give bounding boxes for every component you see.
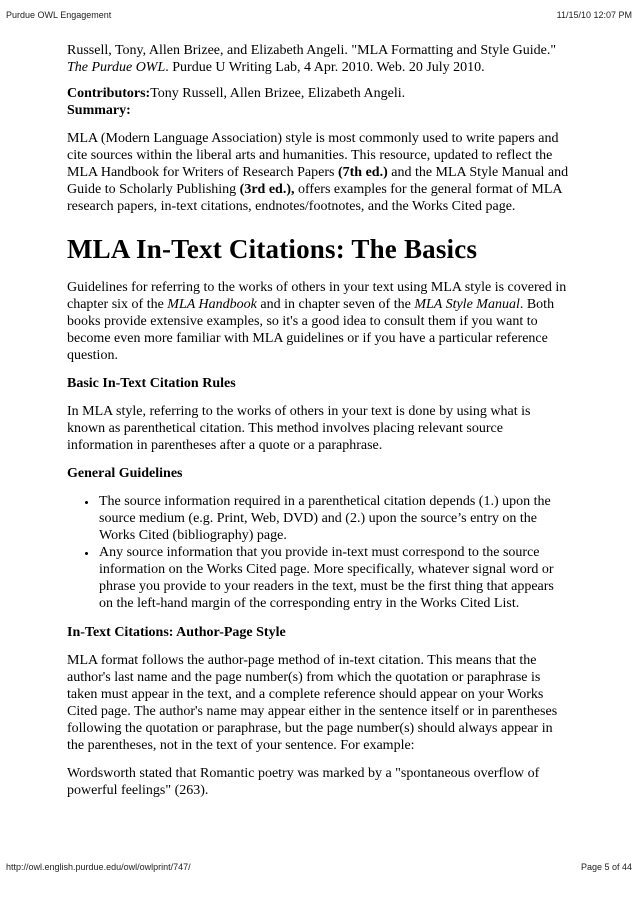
summary-text-2: and the MLA Style Manual and Guide to Scholarly Publishing	[67, 165, 569, 197]
print-header	[6, 10, 632, 20]
list-item: • The source information required in a parenthetical citation depends (1.) upon the source medium (e.g. Print, Web, DVD) and (2.) upon the source’s entry on the Works Cited (bibliography) page.	[97, 493, 571, 544]
page-title: MLA In-Text Citations: The Basics	[67, 234, 478, 264]
intro-text-2: and in chapter seven of the	[256, 297, 415, 312]
intro-manual-title: MLA Style Manual	[414, 297, 520, 312]
intro-handbook-title: MLA Handbook	[167, 297, 257, 312]
summary-text-3: offers examples for the general format of MLA research papers, in-text citations, endnotes/footnotes, and the Works Cited page.	[67, 182, 562, 214]
intro-text-3: . Both books provide extensive examples, so it's a good idea to consult them if you want to become even more familiar with MLA guidelines or if you have a particular reference question.	[67, 297, 555, 363]
summary-label: Summary:	[67, 103, 131, 118]
basic-rules-paragraph: In MLA style, referring to the works of others in your text is done by using what is known as parenthetical citation. This method involves placing relevant source information in parentheses after a quote or a paraphrase.	[67, 404, 531, 453]
basic-rules-heading: Basic In-Text Citation Rules	[67, 376, 236, 391]
summary-paragraph	[67, 130, 571, 215]
intro-paragraph	[67, 279, 571, 364]
example-paragraph: Wordsworth stated that Romantic poetry was marked by a "spontaneous overflow of powerful feelings" (263).	[67, 766, 540, 798]
summary-edition-7: (7th ed.)	[337, 165, 388, 180]
page-content	[67, 42, 571, 810]
citation-publication-details: . Purdue U Writing Lab, 4 Apr. 2010. Web. 20 July 2010.	[165, 60, 485, 75]
guidelines-list	[67, 493, 571, 612]
general-guidelines-heading: General Guidelines	[67, 466, 183, 481]
summary-edition-3: (3rd ed.),	[239, 182, 295, 197]
citation-block	[67, 42, 571, 76]
citation-line: Russell, Tony, Allen Brizee, and Elizabeth Angeli. "MLA Formatting and Style Guide."	[67, 43, 557, 58]
header-site-title: Purdue OWL Engagement	[6, 10, 112, 20]
list-item: • Any source information that you provide in-text must correspond to the source information on the Works Cited page. More specifically, whatever signal word or phrase you provide to your readers in the text, must be the first thing that appears on the left-hand margin of the corresponding entry in the Works Cited List.	[97, 544, 571, 612]
contributors-label: Contributors:	[67, 86, 151, 101]
intro-text-1: Guidelines for referring to the works of others in your text using MLA style is covered in chapter six of the	[67, 280, 567, 312]
print-footer	[6, 862, 632, 872]
author-page-paragraph: MLA format follows the author-page method of in-text citation. This means that the author's last name and the page number(s) from which the quotation or paraphrase is taken must appear in the text, and a complete reference should appear on your Works Cited page. The author's name may appear either in the sentence itself or in parentheses following the quotation or paraphrase, but the page number(s) should always appear in the parentheses, not in the text of your sentence. For example:	[67, 653, 558, 753]
footer-url: http://owl.english.purdue.edu/owl/owlprint/747/	[6, 862, 191, 872]
contributors-block	[67, 85, 571, 119]
author-page-heading: In-Text Citations: Author-Page Style	[67, 625, 286, 640]
citation-publication-title: The Purdue OWL	[67, 60, 166, 75]
summary-text-1: MLA (Modern Language Association) style is most commonly used to write papers and cite sources within the liberal arts and humanities. This resource, updated to reflect the MLA Handbook for Writers of Research Papers	[67, 131, 559, 180]
contributors-names: Tony Russell, Allen Brizee, Elizabeth Angeli.	[150, 86, 406, 101]
footer-page-number: Page 5 of 44	[580, 862, 632, 872]
header-datetime: 11/15/10 12:07 PM	[556, 10, 632, 20]
